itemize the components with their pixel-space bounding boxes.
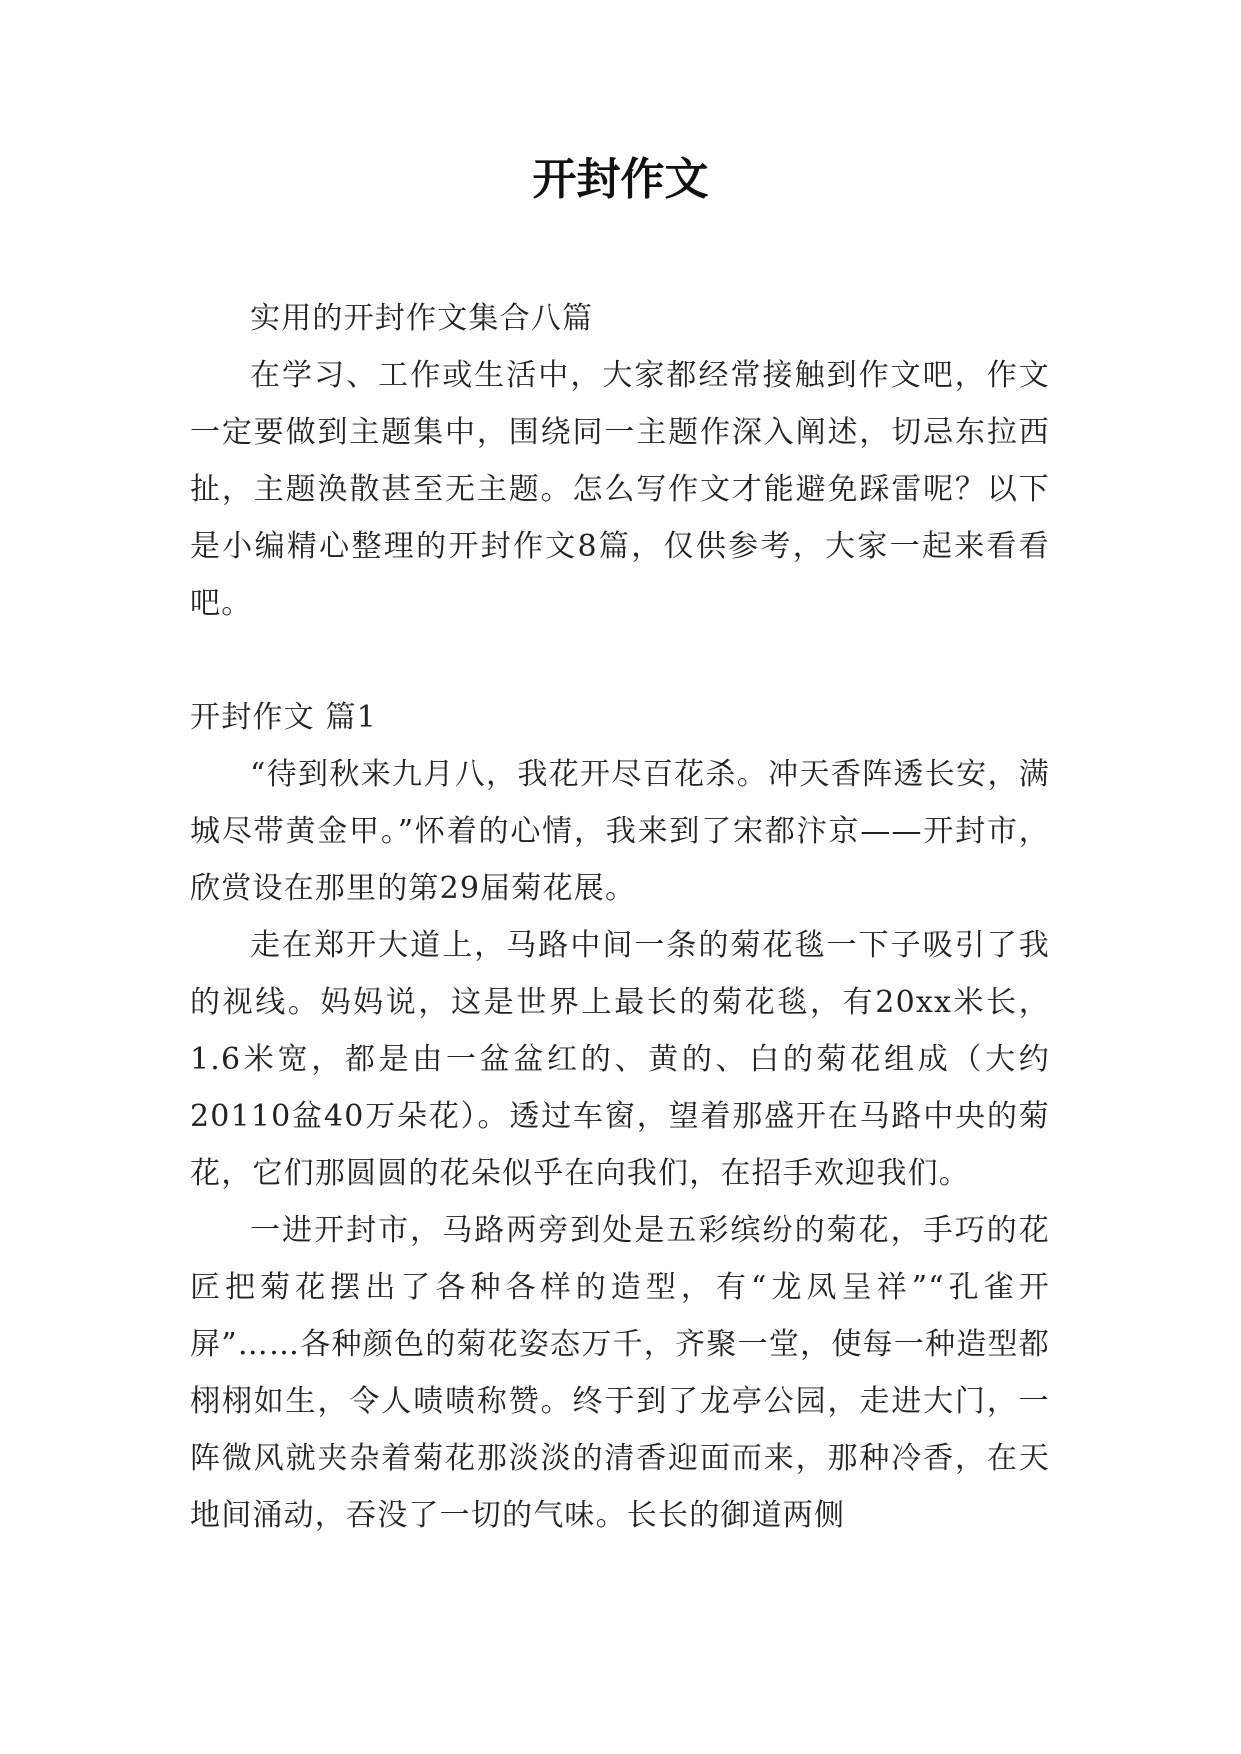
intro-paragraph: 在学习、工作或生活中，大家都经常接触到作文吧，作文一定要做到主题集中，围绕同一主题作深入阐述，切忌东拉西扯，主题涣散甚至无主题。怎么写作文才能避免踩雷呢？以下是小编精心整理的开封作文8篇，仅供参考，大家一起来看看吧。 <box>190 358 1050 621</box>
section-spacer <box>190 632 1050 689</box>
body-paragraph: 一进开封市，马路两旁到处是五彩缤纷的菊花，手巧的花匠把菊花摆出了各种各样的造型，有“龙凤呈祥”“孔雀开屏”……各种颜色的菊花姿态万千，齐聚一堂，使每一种造型都栩栩如生，令人啧啧称赞。终于到了龙亭公园，走进大门，一阵微风就夹杂着菊花那淡淡的清香迎面而来，那种冷香，在天地间涌动，吞没了一切的气味。长长的御道两侧 <box>190 1213 1050 1533</box>
body-paragraph: 走在郑开大道上，马路中间一条的菊花毯一下子吸引了我的视线。妈妈说，这是世界上最长的菊花毯，有20xx米长，1.6米宽，都是由一盆盆红的、黄的、白的菊花组成（大约20110盆40万朵花）。透过车窗，望着那盛开在马路中央的菊花，它们那圆圆的花朵似乎在向我们，在招手欢迎我们。 <box>190 928 1050 1191</box>
document-body <box>190 290 1050 1544</box>
body-paragraph: “待到秋来九月八，我花开尽百花杀。冲天香阵透长安，满城尽带黄金甲。”怀着的心情，我来到了宋都汴京——开封市，欣赏设在那里的第29届菊花展。 <box>190 757 1050 906</box>
section-heading: 开封作文 篇1 <box>190 700 378 735</box>
document-subtitle: 实用的开封作文集合八篇 <box>250 301 594 336</box>
document-title: 开封作文 <box>532 154 709 205</box>
